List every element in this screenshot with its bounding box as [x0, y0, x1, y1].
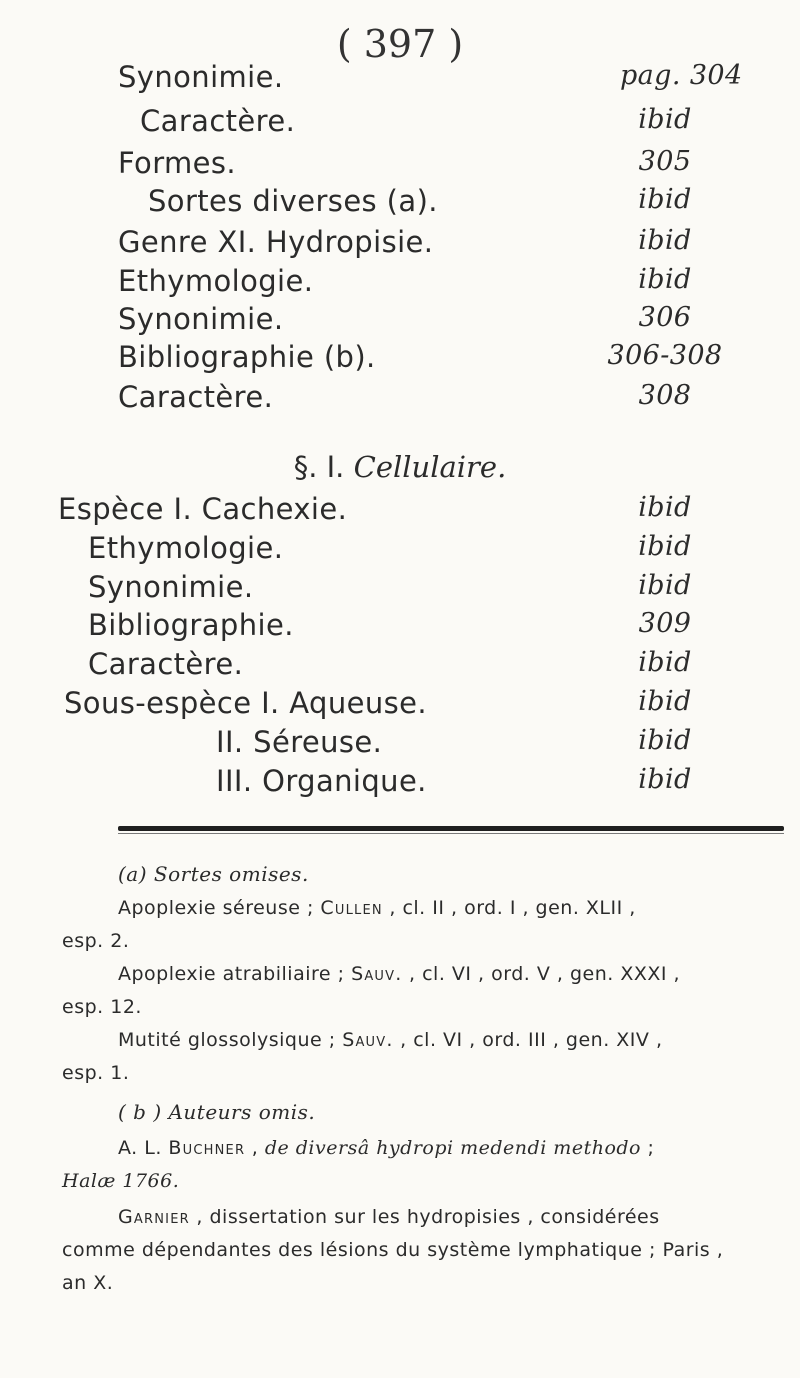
toc-entry [0, 380, 800, 420]
note-line: an X. [62, 1272, 114, 1294]
toc-entry [0, 725, 800, 765]
toc-label: Ethymologie. [88, 531, 284, 565]
toc-entry [0, 146, 800, 186]
toc-page-ref: ibid [638, 225, 692, 256]
toc-page-ref: ibid [638, 104, 692, 135]
toc-entry [0, 302, 800, 342]
toc-entry [0, 686, 800, 726]
toc-label: Sortes diverses (a). [148, 184, 438, 218]
toc-entry [0, 264, 800, 304]
toc-label: Caractère. [118, 380, 274, 414]
toc-entry [0, 104, 800, 144]
note-line: comme dépendantes des lésions du système lymphatique ; Paris , [62, 1239, 724, 1261]
note-b-heading: ( b ) Auteurs omis. [118, 1100, 316, 1124]
toc-label: Bibliographie (b). [118, 340, 376, 374]
toc-page-ref: ibid [638, 184, 692, 215]
note-line: Garnier , dissertation sur les hydropisies , considérées [118, 1206, 660, 1228]
toc-label: Caractère. [140, 104, 296, 138]
toc-entry [0, 492, 800, 532]
toc-page-ref: 308 [638, 380, 692, 411]
toc-page-ref: 309 [638, 608, 692, 639]
toc-entry [0, 184, 800, 224]
section-mark: §. I. [293, 450, 345, 484]
toc-label: Caractère. [88, 647, 244, 681]
note-line: esp. 1. [62, 1062, 130, 1084]
toc-entry [0, 60, 800, 100]
toc-entry [0, 764, 800, 804]
toc-page-ref: 306 [638, 302, 692, 333]
toc-page-ref: 306-308 [607, 340, 723, 371]
toc-label: II. Séreuse. [216, 725, 383, 759]
toc-entry [0, 570, 800, 610]
section-title: Cellulaire. [353, 450, 507, 484]
toc-page-ref: ibid [638, 647, 692, 678]
toc-label: Synonimie. [118, 60, 284, 94]
toc-label: Ethymologie. [118, 264, 314, 298]
toc-label: Sous-espèce I. Aqueuse. [64, 686, 428, 720]
footnote-rule-thin [118, 833, 784, 834]
note-line: esp. 2. [62, 930, 130, 952]
toc-page-ref: ibid [638, 531, 692, 562]
toc-page-ref: ibid [638, 764, 692, 795]
note-line: Halæ 1766. [62, 1170, 180, 1192]
toc-label: Espèce I. Cachexie. [58, 492, 348, 526]
toc-page-ref: ibid [638, 264, 692, 295]
toc-entry [0, 225, 800, 265]
note-line: Apoplexie séreuse ; Cullen , cl. II , ord. I , gen. XLII , [118, 897, 636, 919]
note-line: esp. 12. [62, 996, 142, 1018]
toc-label: Bibliographie. [88, 608, 294, 642]
toc-entry [0, 647, 800, 687]
toc-page-ref: ibid [638, 686, 692, 717]
footnote-rule [118, 826, 784, 831]
toc-page-ref: ibid [638, 570, 692, 601]
toc-label: Synonimie. [88, 570, 254, 604]
note-a-heading: (a) Sortes omises. [118, 862, 309, 886]
page-number: ( 397 ) [336, 22, 464, 66]
toc-label: Synonimie. [118, 302, 284, 336]
toc-label: Formes. [118, 146, 237, 180]
toc-page-ref: pag. 304 [620, 60, 743, 91]
note-line: Apoplexie atrabiliaire ; Sauv. , cl. VI , ord. V , gen. XXXI , [118, 963, 681, 985]
toc-entry [0, 340, 800, 380]
section-heading [0, 450, 800, 484]
toc-entry [0, 531, 800, 571]
toc-entry [0, 608, 800, 648]
note-line: Mutité glossolysique ; Sauv. , cl. VI , ord. III , gen. XIV , [118, 1029, 663, 1051]
toc-label: Genre XI. Hydropisie. [118, 225, 434, 259]
toc-label: III. Organique. [216, 764, 427, 798]
toc-page-ref: ibid [638, 725, 692, 756]
toc-page-ref: ibid [638, 492, 692, 523]
toc-page-ref: 305 [638, 146, 692, 177]
note-line: A. L. Buchner , de diversâ hydropi medendi methodo ; [118, 1137, 655, 1159]
